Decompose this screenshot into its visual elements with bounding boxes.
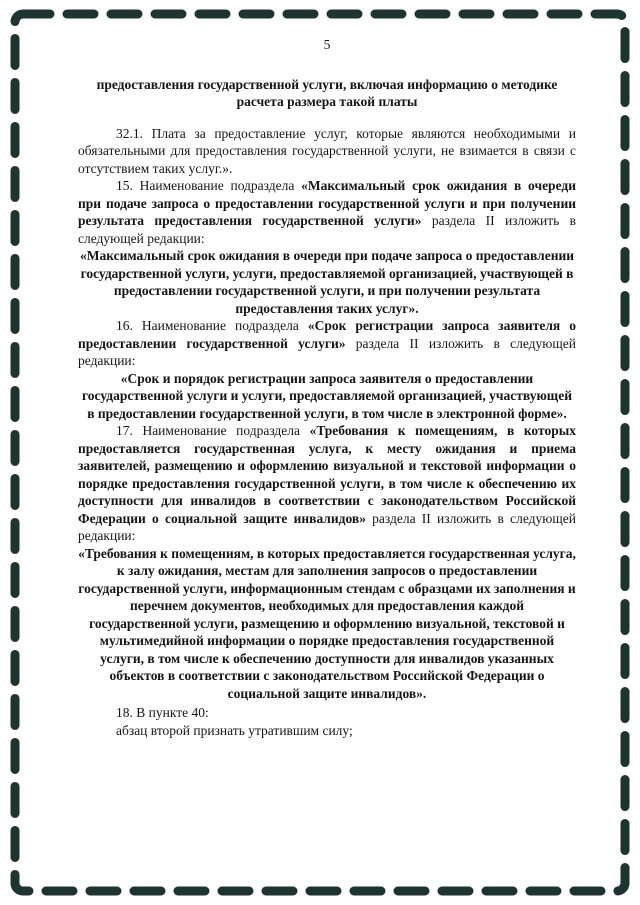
paragraph-15-suffix: раздела II изложить в следующей редакции: — [78, 213, 576, 246]
new-wording-15: «Максимальный срок ожидания в очереди при подаче запроса о предоставлении государственной услуги, услуги, предоставляемой организацией, участвующей в предоставлении государственной услуги, и при получении результата предоставления таких услуг». — [79, 248, 575, 316]
paragraph-15 — [78, 177, 576, 247]
paragraph-16 — [78, 317, 576, 370]
paragraph-17 — [78, 422, 576, 545]
paragraph-15-subsection-title: «Максимальный срок ожидания в очереди при подаче запроса о предоставлении государственной услуги и при получении результата предоставления государственной услуги» — [78, 178, 576, 228]
paragraph-16-suffix: раздела II изложить в следующей редакции: — [78, 335, 576, 368]
new-wording-16: «Срок и порядок регистрации запроса заявителя о предоставлении государственной услуги и услуги, предоставляемой организацией, участвующей в предоставлении государственной услуги, в том числе в электронной форме». — [82, 370, 572, 421]
paragraph-17-prefix: 17. Наименование подраздела — [116, 423, 310, 438]
paragraph-18-subitem: абзац второй признать утратившим силу; — [116, 722, 353, 738]
page-number: 5 — [323, 37, 331, 52]
paragraph-18: 18. В пункте 40: — [116, 705, 209, 720]
paragraph-16-prefix: 16. Наименование подраздела — [116, 318, 308, 333]
paragraph-17-subsection-title: «Требования к помещениям, в которых предоставляется государственная услуга, к месту ожидания и приема заявителей, размещению и оформлению визуальной и текстовой информации о порядке предоставления государственной услуги, в том числе к обеспечению их доступности для инвалидов в соответствии с законодательством Российской Федерации о социальной защите инвалидов» — [78, 423, 576, 526]
document-content — [78, 36, 576, 739]
new-wording-17: «Требования к помещениям, в которых предоставляется государственная услуга, к залу ожидания, местам для заполнения запросов о предоставлении государственной услуги, информационным стендам с образцами их заполнения и перечнем документов, необходимых для предоставления каждой государственной услуги, размещению и оформлению визуальной, текстовой и мультимедийной информации о порядке предоставления государственной услуги, в том числе к обеспечению доступности для инвалидов указанных объектов в соответствии с законодательством Российской Федерации о социальной защите инвалидов». — [78, 545, 576, 701]
paragraph-17-suffix: раздела II изложить в следующей редакции: — [78, 510, 576, 543]
section-heading-continued: предоставления государственной услуги, включая информацию о методике расчета размера такой платы — [96, 76, 558, 109]
paragraph-32-1: 32.1. Плата за предоставление услуг, которые являются необходимыми и обязательными для предоставления государственной услуги, не взимается в связи с отсутствием таких услуг.». — [78, 125, 576, 176]
paragraph-15-prefix: 15. Наименование подраздела — [116, 178, 302, 193]
paragraph-16-subsection-title: «Срок регистрации запроса заявителя о предоставлении государственной услуги» — [78, 318, 576, 351]
